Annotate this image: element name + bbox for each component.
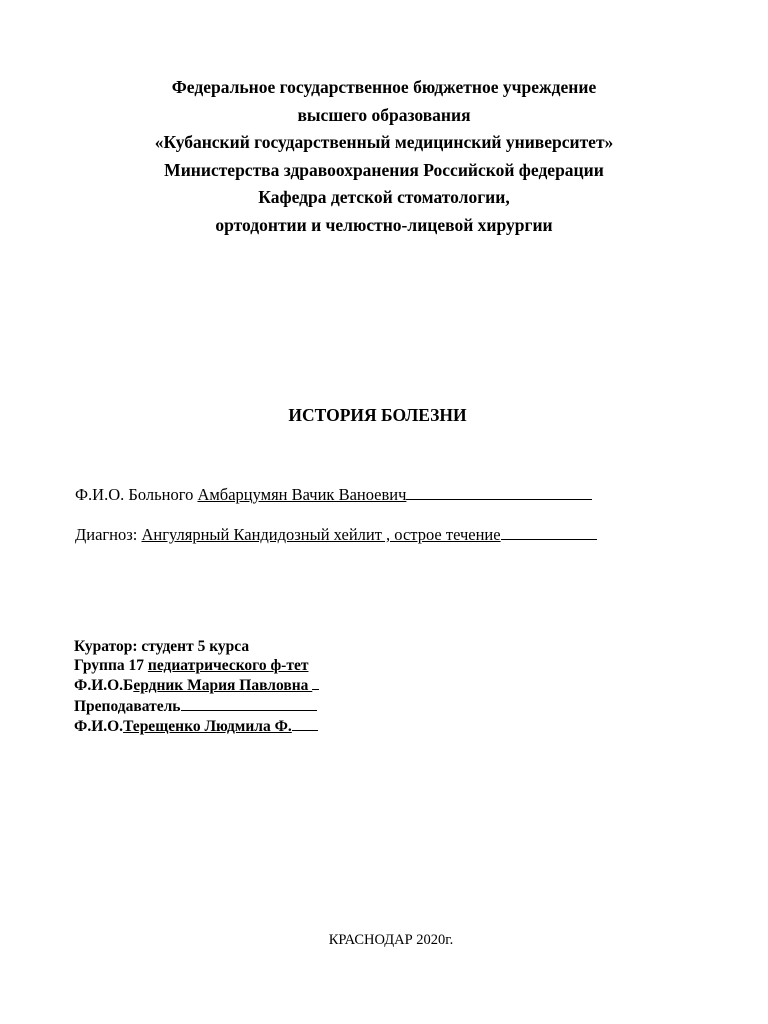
teacher-line xyxy=(74,696,319,717)
header-line-5: Кафедра детской стоматологии, xyxy=(258,187,510,208)
teacher-name-line xyxy=(74,716,319,737)
header-line-3: «Кубанский государственный медицинский университет» xyxy=(154,132,614,153)
header-line-6: ортодонтии и челюстно-лицевой хирургии xyxy=(215,214,553,235)
diagnosis-label: Диагноз: xyxy=(75,525,142,544)
patient-name-value: Амбарцумян Вачик Ваноевич xyxy=(197,485,407,504)
curator-group-line xyxy=(74,657,319,676)
city-year-footer: КРАСНОДАР 2020г. xyxy=(328,932,454,948)
institution-header xyxy=(0,74,768,240)
curator-student-value: ердник Мария Павловна xyxy=(133,677,313,694)
curator-group-label: Группа 17 xyxy=(74,656,148,674)
teacher-label: Преподаватель xyxy=(74,697,181,715)
diagnosis-value: Ангулярный Кандидозный хейлит , острое течение xyxy=(141,525,501,544)
teacher-name-label: Ф.И.О. xyxy=(74,718,124,735)
curator-group-value: педиатрического ф-тет xyxy=(147,656,309,674)
curator-block xyxy=(74,638,319,737)
header-line-2: высшего образования xyxy=(297,104,471,125)
diagnosis-field xyxy=(75,525,597,545)
teacher-name-value: Терещенко Людмила Ф. xyxy=(123,718,292,735)
header-line-4: Министерства здравоохранения Российской федерации xyxy=(164,159,604,180)
diagnosis-blank xyxy=(501,525,597,540)
curator-student-line xyxy=(74,675,319,696)
curator-student-blank xyxy=(312,675,319,690)
patient-name-field xyxy=(75,485,592,505)
teacher-name-blank xyxy=(292,716,318,731)
patient-name-blank xyxy=(406,485,592,500)
curator-course-line: Куратор: студент 5 курса xyxy=(74,638,250,655)
patient-name-label: Ф.И.О. Больного xyxy=(75,485,198,504)
document-title: ИСТОРИЯ БОЛЕЗНИ xyxy=(288,405,467,425)
header-line-1: Федеральное государственное бюджетное учреждение xyxy=(171,77,597,97)
curator-student-label: Ф.И.О.Б xyxy=(74,677,134,694)
teacher-blank xyxy=(181,696,317,711)
